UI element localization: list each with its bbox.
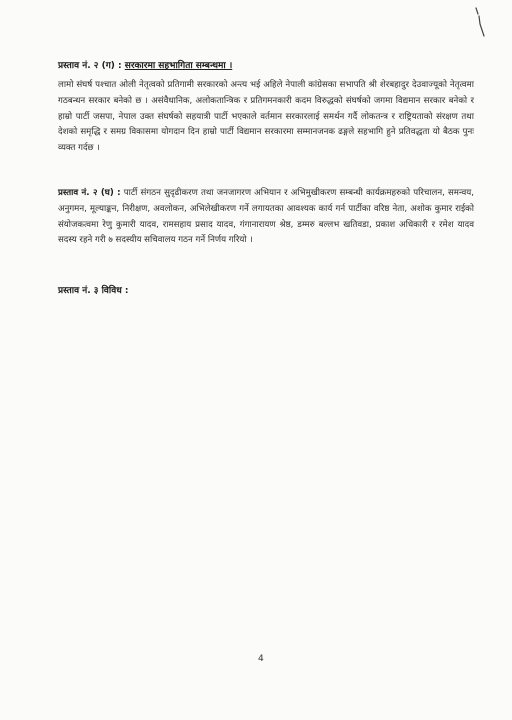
section-gha-heading: प्रस्ताव नं. २ (घ) : (58, 188, 121, 198)
page-number: 4 (258, 654, 264, 664)
section-ga-body: लामो संघर्ष पश्चात ओली नेतृत्वको प्रतिगामी सरकारको अन्त्य भई अहिले नेपाली कांग्रेसका सभापति श्री शेरबहादुर देउवाज्यूको नेतृत्वमा गठबन्धन सरकार बनेको छ । असंवैधानिक, अलोकतान्त्रिक र प्रतिगमनकारी कदम विरुद्धको संघर्षको जगमा विद्यमान सरकार बनेको र हाम्रो पार्टी जसपा, नेपाल उक्त संघर्षको सहयात्री पार्टी भएकाले वर्तमान सरकारलाई समर्थन गर्दै लोकतन्त्र र राष्ट्रियताको संरक्षण तथा देशको समृद्धि र समग्र विकासमा योगदान दिन हाम्रो पार्टी विद्यमान सरकारमा सम्मानजनक ढङ्गले सहभागि हुने प्रतिवद्धता यो बैठक पुनः व्यक्त गर्दछ । (58, 80, 474, 154)
section-gha-body: पार्टी संगठन सुदृढीकरण तथा जनजागरण अभियान र अभिमुखीकरण सम्बन्धी कार्यक्रमहरुको परिचालन, समन्वय, अनुगमन, मूल्याङ्कन, निरीक्षण, अवलोकन, अभिलेखीकरण गर्ने लगायतका आवश्यक कार्य गर्न पार्टीका वरिष्ठ नेता, अशोक कुमार राईको संयोजकत्वमा रेणु कुमारी यादव, रामसहाय प्रसाद यादव, गंगानारायण श्रेष्ठ, डम्मरु बल्लभ खतिवडा, प्रकाश अधिकारी र रमेश यादव सदस्य रहने गरी ७ सदस्यीय सचिवालय गठन गर्ने निर्णय गरियो । (58, 188, 474, 246)
corner-mark (470, 6, 488, 40)
section-ga-heading-title: सरकारमा सहभागिता सम्बन्धमा । (124, 61, 233, 71)
section-3-heading: प्रस्ताव नं. ३ विविध : (58, 286, 129, 296)
section-gha-paragraph (58, 186, 474, 249)
section-ga-heading-label: प्रस्ताव नं. २ (ग) : (58, 61, 122, 71)
section-ga-heading (58, 60, 232, 72)
